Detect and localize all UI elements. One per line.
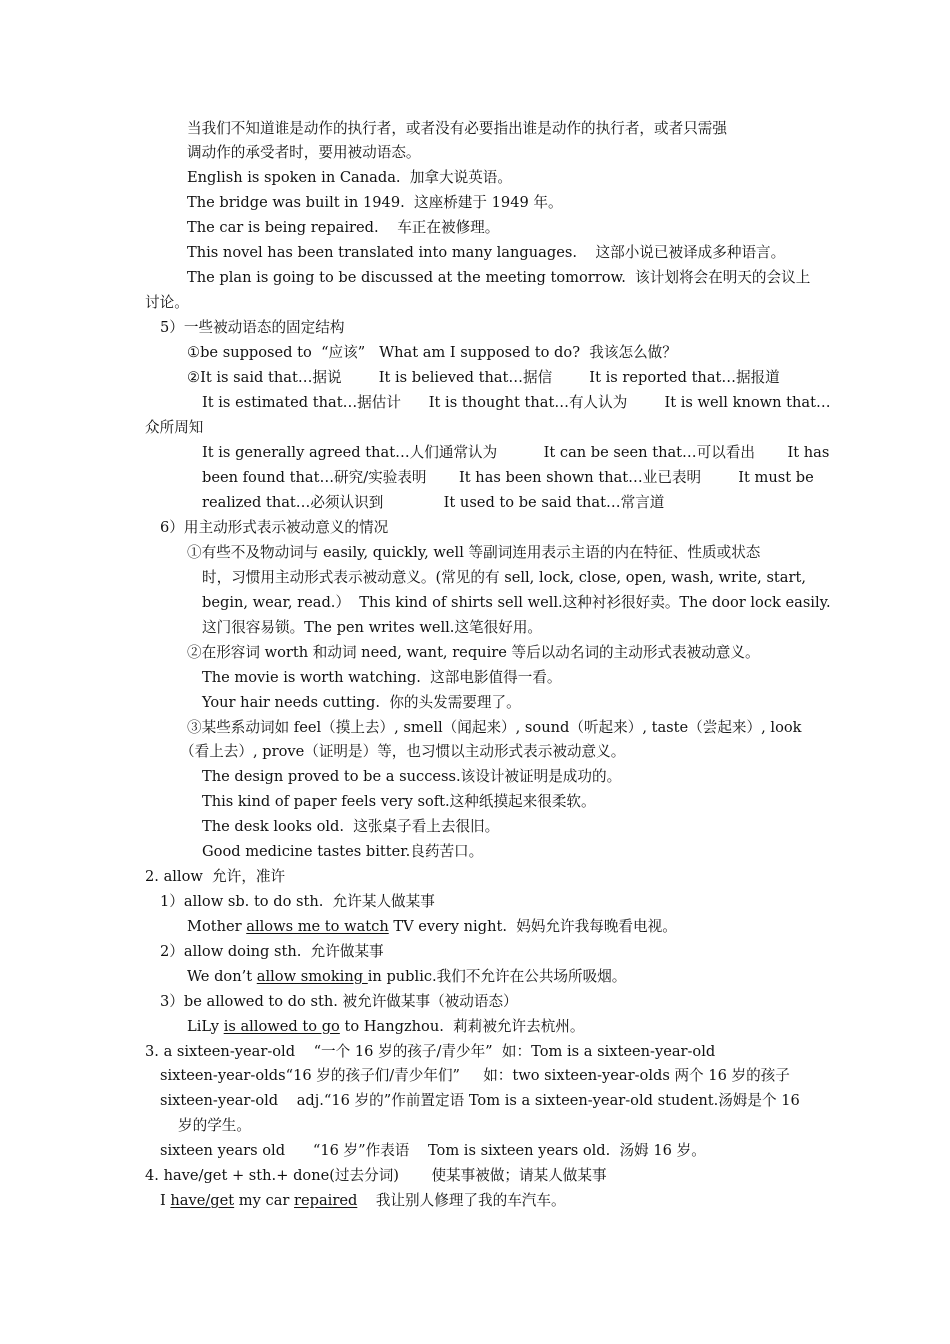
text-line: 1）allow sb. to do sth. 允许某人做某事 — [160, 893, 435, 910]
text-line: The car is being repaired. 车正在被修理。 — [187, 219, 500, 236]
text-line: English is spoken in Canada. 加拿大说英语。 — [187, 169, 512, 186]
text-line: sixteen-year-old adj.“16 岁的”作前置定语 Tom is a sixteen-year-old student.汤姆是个 16 — [160, 1092, 800, 1109]
text-line: 岁的学生。 — [178, 1117, 251, 1134]
text-span: 我让别人修理了我的车汽车。 — [357, 1192, 566, 1209]
text-line: ①有些不及物动词与 easily, quickly, well 等副词连用表示主语的内在特征、性质或状态 — [187, 544, 761, 561]
text-line: begin, wear, read.） This kind of shirts sell well.这种衬衫很好卖。The door lock easily. — [202, 594, 831, 611]
text-line: This novel has been translated into many languages. 这部小说已被译成多种语言。 — [187, 244, 786, 261]
example-lily — [187, 1017, 584, 1037]
underlined-phrase: have/get — [170, 1192, 235, 1209]
section-heading: 6）用主动形式表示被动意义的情况 — [160, 519, 389, 536]
text-line: 调动作的承受者时，要用被动语态。 — [187, 144, 421, 161]
text-line: 时，习惯用主动形式表示被动意义。(常见的有 sell, lock, close, open, wash, write, start, — [202, 569, 806, 586]
underlined-phrase: allow smoking — [256, 968, 368, 985]
text-line: ①be supposed to “应该” What am I supposed to do? 我该怎么做？ — [187, 344, 677, 361]
section-heading: 4. have/get + sth.+ done(过去分词) 使某事被做；请某人做某事 — [145, 1167, 607, 1184]
example-car — [160, 1191, 566, 1211]
text-line: sixteen years old “16 岁”作表语 Tom is sixteen years old. 汤姆 16 岁。 — [160, 1142, 706, 1159]
text-line: The plan is going to be discussed at the meeting tomorrow. 该计划将会在明天的会议上 — [187, 269, 811, 286]
example-mother — [187, 917, 677, 937]
text-line: Your hair needs cutting. 你的头发需要理了。 — [202, 694, 521, 711]
text-line: The design proved to be a success.该设计被证明是成功的。 — [202, 768, 622, 785]
text-line: ③某些系动词如 feel（摸上去）, smell（闻起来）, sound（听起来）, taste（尝起来）, look — [187, 719, 802, 736]
section-heading: 2. allow 允许，准许 — [145, 868, 286, 885]
text-span: LiLy — [187, 1018, 224, 1035]
section-heading: 3. a sixteen-year-old “一个 16 岁的孩子/青少年” 如：Tom is a sixteen-year-old — [145, 1043, 716, 1060]
text-line: This kind of paper feels very soft.这种纸摸起来很柔软。 — [202, 793, 596, 810]
text-line: sixteen-year-olds“16 岁的孩子们/青少年们” 如：two sixteen-year-olds 两个 16 岁的孩子 — [160, 1067, 790, 1084]
underlined-phrase: repaired — [294, 1192, 358, 1209]
text-line: 众所周知 — [145, 419, 204, 436]
text-line: ②It is said that…据说 It is believed that…据信 It is reported that…据报道 — [187, 369, 780, 386]
text-line: The desk looks old. 这张桌子看上去很旧。 — [202, 818, 500, 835]
text-line: Good medicine tastes bitter.良药苦口。 — [202, 843, 484, 860]
underlined-phrase: allows me to watch — [246, 918, 389, 935]
text-line: been found that…研究/实验表明 It has been shown that…业已表明 It must be — [202, 469, 814, 486]
text-span: in public.我们不允许在公共场所吸烟。 — [367, 968, 627, 985]
text-line: 这门很容易锁。The pen writes well.这笔很好用。 — [202, 619, 543, 636]
text-line: 3）be allowed to do sth. 被允许做某事（被动语态） — [160, 993, 518, 1010]
text-line: 2）allow doing sth. 允许做某事 — [160, 943, 384, 960]
text-span: TV every night. 妈妈允许我每晚看电视。 — [388, 918, 677, 935]
text-span: We don’t — [187, 968, 257, 985]
section-heading: 5）一些被动语态的固定结构 — [160, 319, 345, 336]
underlined-phrase: is allowed to go — [223, 1018, 340, 1035]
text-line: 当我们不知道谁是动作的执行者，或者没有必要指出谁是动作的执行者，或者只需强 — [187, 120, 727, 137]
example-smoking — [187, 967, 626, 987]
text-span: Mother — [187, 918, 247, 935]
text-line: It is estimated that…据估计 It is thought that…有人认为 It is well known that… — [202, 394, 831, 411]
text-line: It is generally agreed that…人们通常认为 It can be seen that…可以看出 It has — [202, 444, 830, 461]
text-line: The bridge was built in 1949. 这座桥建于 1949 年。 — [187, 194, 563, 211]
text-span: my car — [234, 1192, 295, 1209]
text-line: ②在形容词 worth 和动词 need, want, require 等后以动名词的主动形式表被动意义。 — [187, 644, 760, 661]
text-line: realized that…必须认识到 It used to be said that…常言道 — [202, 494, 665, 511]
text-span: I — [160, 1192, 171, 1209]
text-span: to Hangzhou. 莉莉被允许去杭州。 — [339, 1018, 585, 1035]
text-line: 讨论。 — [145, 294, 189, 311]
text-line: （看上去）, prove（证明是）等，也习惯以主动形式表示被动意义。 — [180, 743, 626, 760]
text-line: The movie is worth watching. 这部电影值得一看。 — [202, 669, 562, 686]
